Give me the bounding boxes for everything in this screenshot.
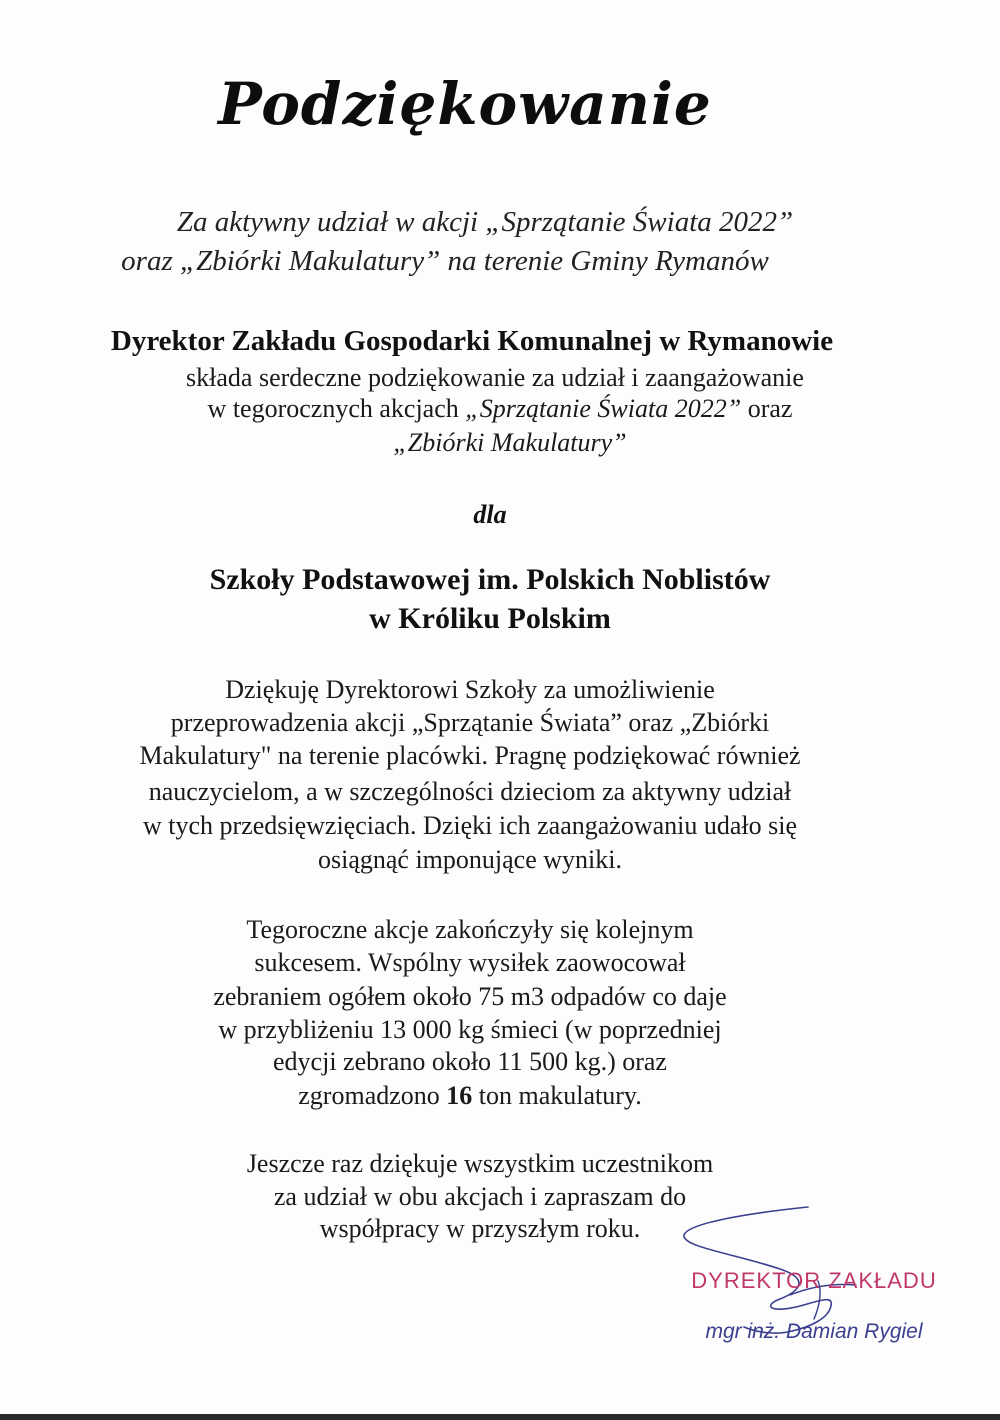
- paragraph-3-line: współpracy w przyszłym roku.: [319, 1214, 641, 1243]
- recipient-line-1: Szkoły Podstawowej im. Polskich Noblistów: [209, 563, 771, 596]
- paragraph-2-line: sukcesem. Wspólny wysiłek zaowocował: [254, 948, 686, 977]
- paragraph-1-line: Dziękuję Dyrektorowi Szkoły za umożliwienie: [225, 675, 715, 704]
- for-label: dla: [473, 500, 507, 529]
- intro-line-2: oraz „Zbiórki Makulatury” na terenie Gminy Rymanów: [121, 245, 769, 277]
- sender-heading: Dyrektor Zakładu Gospodarki Komunalnej w Rymanowie: [110, 325, 834, 357]
- paragraph-2-last-bold: 16: [446, 1081, 473, 1110]
- stamp-name: mgr inż. Damian Rygiel: [705, 1320, 923, 1343]
- paragraph-1-line: przeprowadzenia akcji „Sprzątanie Świata” oraz „Zbiórki: [170, 708, 770, 737]
- sender-line-2-italic: „Sprzątanie Świata 2022”: [465, 394, 742, 423]
- paragraph-1-line: nauczycielom, a w szczególności dzieciom za aktywny udział: [148, 777, 792, 806]
- paragraph-1-line: w tych przedsięwzięciach. Dzięki ich zaangażowaniu udało się: [142, 811, 798, 840]
- paragraph-3-line: Jeszcze raz dziękuje wszystkim uczestnikom: [246, 1149, 714, 1178]
- paragraph-2-line: Tegoroczne akcje zakończyły się kolejnym: [246, 915, 694, 944]
- sender-line-2: [50, 394, 950, 424]
- paragraph-2-line: w przybliżeniu 13 000 kg śmieci (w poprzedniej: [218, 1015, 722, 1044]
- sender-line-2-end: oraz: [741, 394, 793, 423]
- document-title: Podziękowanie: [218, 70, 712, 138]
- sender-line-1: składa serdeczne podziękowanie za udział i zaangażowanie: [186, 363, 804, 392]
- paragraph-1-line: osiągnąć imponujące wyniki.: [318, 845, 622, 874]
- paragraph-2-line: edycji zebrano około 11 500 kg.) oraz: [273, 1047, 667, 1076]
- paragraph-3-line: za udział w obu akcjach i zapraszam do: [273, 1182, 687, 1211]
- paragraph-2-line: zebraniem ogółem około 75 m3 odpadów co daje: [213, 982, 727, 1011]
- recipient-line-2: w Króliku Polskim: [369, 602, 611, 635]
- sender-line-2-plain: w tegorocznych akcjach: [207, 394, 466, 423]
- paragraph-2-last-line: [0, 1081, 940, 1111]
- page-bottom-edge: [0, 1414, 1000, 1420]
- paragraph-2-last-prefix: zgromadzono: [298, 1081, 447, 1110]
- stamp-title: DYREKTOR ZAKŁADU: [691, 1268, 937, 1293]
- paragraph-2-last-suffix: ton makulatury.: [472, 1081, 642, 1110]
- paragraph-1-line: Makulatury" na terenie placówki. Pragnę podziękować również: [139, 741, 801, 770]
- sender-line-3: „Zbiórki Makulatury”: [393, 428, 627, 457]
- intro-line-1: Za aktywny udział w akcji „Sprzątanie Świata 2022”: [176, 206, 794, 238]
